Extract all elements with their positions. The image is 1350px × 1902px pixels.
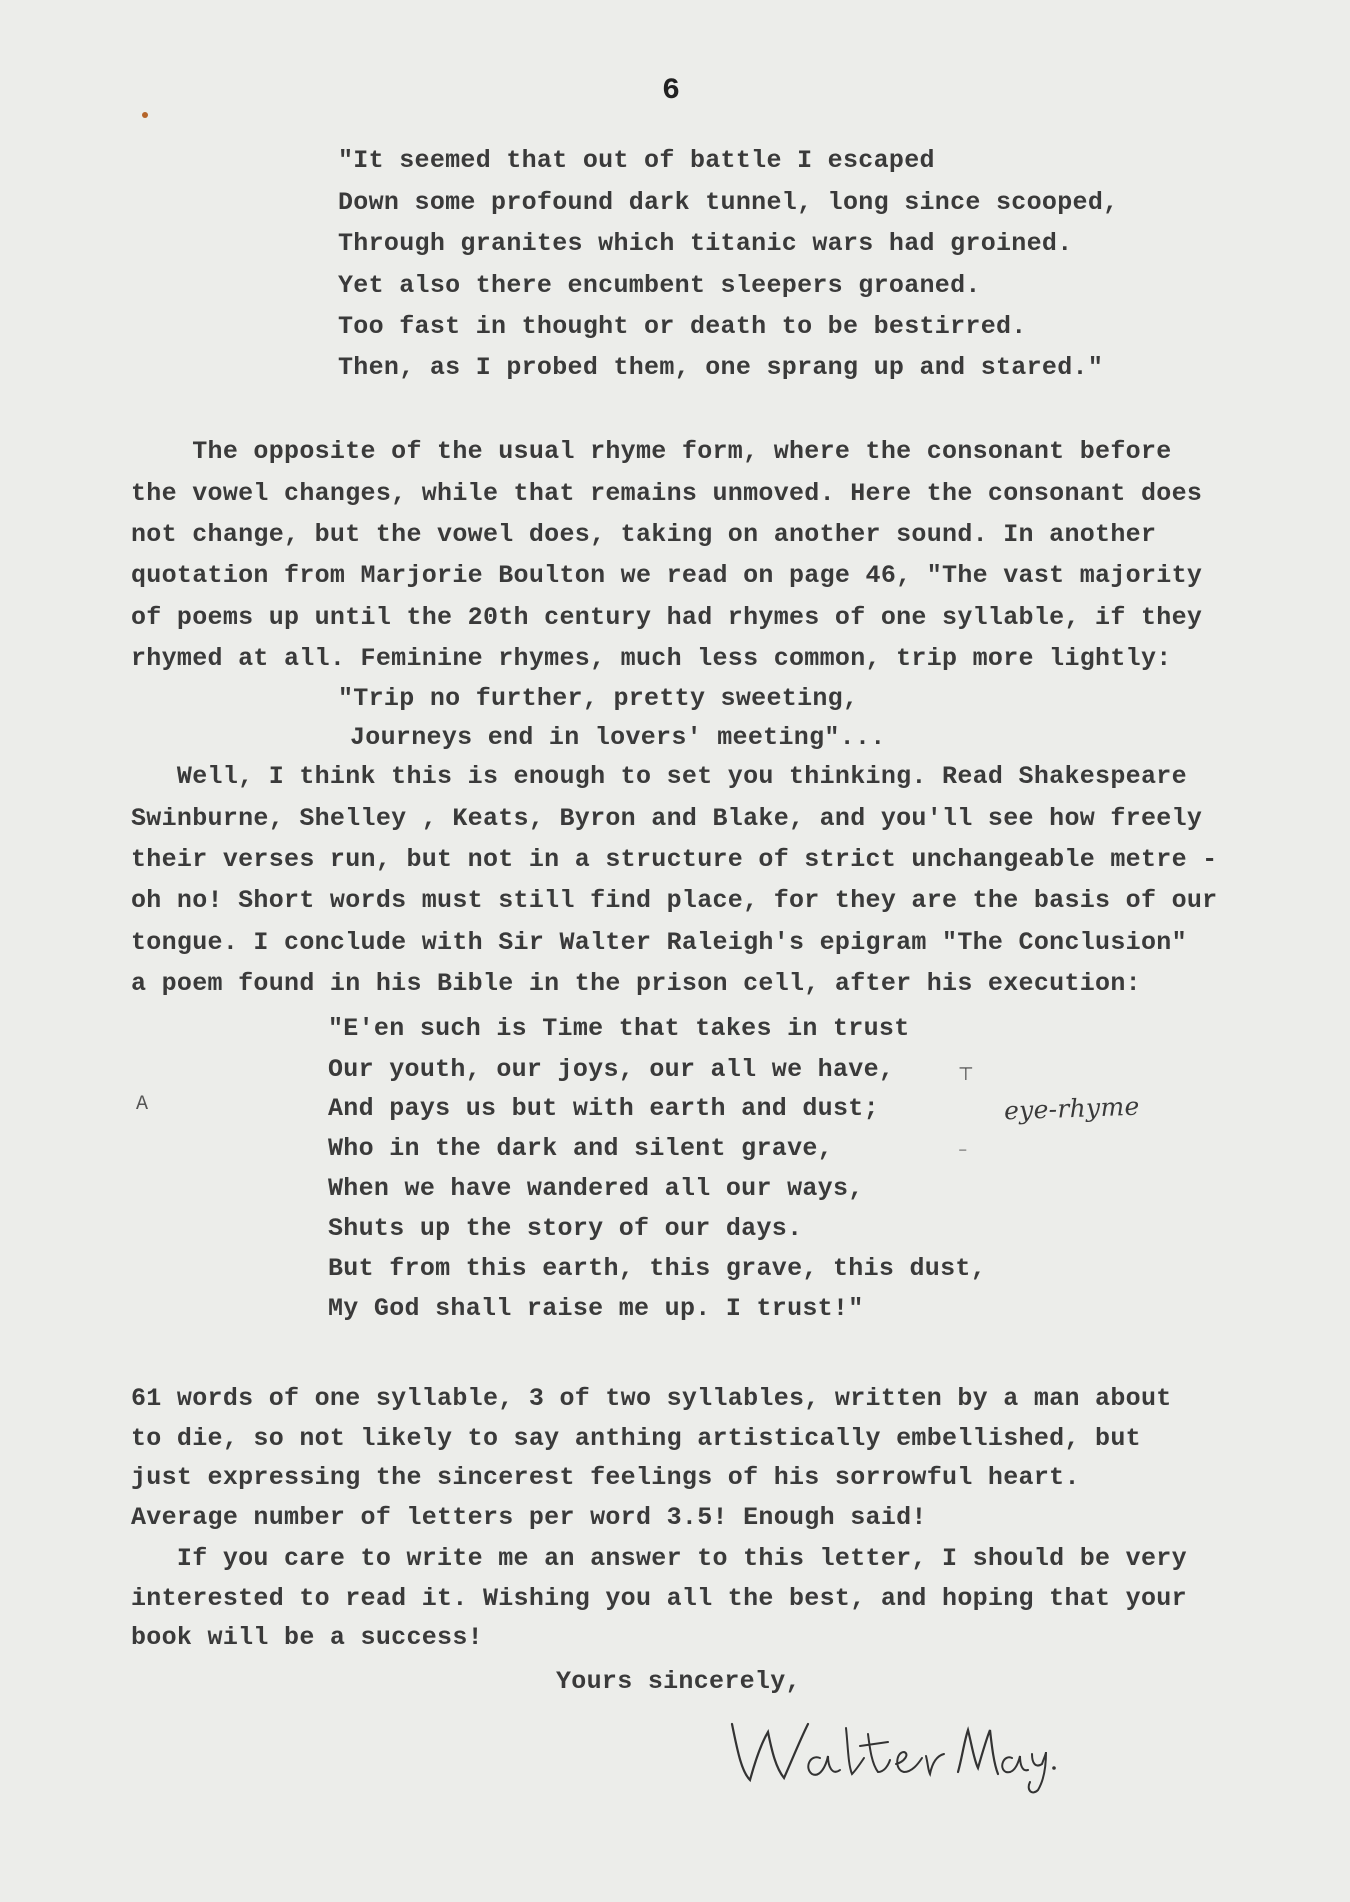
poem-line: Yet also there encumbent sleepers groaned. xyxy=(338,271,981,300)
paper-speck xyxy=(142,112,148,118)
poem-line: Too fast in thought or death to be bestirred. xyxy=(338,312,1027,341)
paragraph-line: If you care to write me an answer to this letter, I should be very xyxy=(131,1544,1187,1573)
poem-line: Shuts up the story of our days. xyxy=(328,1214,803,1243)
paragraph-line: the vowel changes, while that remains unmoved. Here the consonant does xyxy=(131,479,1203,508)
paragraph-line: a poem found in his Bible in the prison cell, after his execution: xyxy=(131,969,1141,998)
paragraph-line: Swinburne, Shelley , Keats, Byron and Blake, and you'll see how freely xyxy=(131,804,1203,833)
poem-line: "E'en such is Time that takes in trust xyxy=(328,1014,910,1043)
poem-line: And pays us but with earth and dust; xyxy=(328,1094,879,1123)
poem-line: When we have wandered all our ways, xyxy=(328,1174,864,1203)
margin-mark: A xyxy=(136,1093,149,1116)
paragraph-line: The opposite of the usual rhyme form, where the consonant before xyxy=(131,437,1172,466)
paragraph-line: not change, but the vowel does, taking on another sound. In another xyxy=(131,520,1157,549)
paragraph-line: tongue. I conclude with Sir Walter Raleigh's epigram "The Conclusion" xyxy=(131,928,1187,957)
paragraph-line: Well, I think this is enough to set you thinking. Read Shakespeare xyxy=(131,762,1187,791)
poem-line: My God shall raise me up. I trust!" xyxy=(328,1294,864,1323)
paragraph-line: quotation from Marjorie Boulton we read on page 46, "The vast majority xyxy=(131,561,1203,590)
poem-line: But from this earth, this grave, this dust, xyxy=(328,1254,987,1283)
paragraph-line: to die, so not likely to say anthing artistically embellished, but xyxy=(131,1424,1141,1453)
poem-line: Then, as I probed them, one sprang up and stared." xyxy=(338,353,1104,382)
poem-line: Our youth, our joys, our all we have, xyxy=(328,1055,895,1084)
paragraph-line: rhymed at all. Feminine rhymes, much less common, trip more lightly: xyxy=(131,644,1172,673)
page-number: 6 xyxy=(662,74,681,108)
signature xyxy=(728,1706,1058,1796)
paragraph-line: 61 words of one syllable, 3 of two syllables, written by a man about xyxy=(131,1384,1172,1413)
poem-line: Down some profound dark tunnel, long since scooped, xyxy=(338,188,1119,217)
poem-line: Who in the dark and silent grave, xyxy=(328,1134,833,1163)
paragraph-line: oh no! Short words must still find place, for they are the basis of our xyxy=(131,886,1218,915)
paragraph-line: just expressing the sincerest feelings of his sorrowful heart. xyxy=(131,1463,1080,1492)
paragraph-line: Average number of letters per word 3.5! Enough said! xyxy=(131,1503,927,1532)
handwritten-note: eye-rhyme xyxy=(1003,1091,1141,1126)
quote-line: "Trip no further, pretty sweeting, xyxy=(338,684,859,713)
paragraph-line: of poems up until the 20th century had rhymes of one syllable, if they xyxy=(131,603,1203,632)
closing: Yours sincerely, xyxy=(556,1667,801,1696)
paragraph-line: interested to read it. Wishing you all the best, and hoping that your xyxy=(131,1584,1187,1613)
paragraph-line: their verses run, but not in a structure of strict unchangeable metre - xyxy=(131,845,1218,874)
paragraph-line: book will be a success! xyxy=(131,1623,483,1652)
dash-mark-icon: ⁻ xyxy=(958,1143,968,1164)
quote-line: Journeys end in lovers' meeting"... xyxy=(350,723,886,752)
poem-line: Through granites which titanic wars had groined. xyxy=(338,229,1073,258)
signature-icon xyxy=(728,1706,1058,1796)
poem-line: "It seemed that out of battle I escaped xyxy=(338,146,935,175)
tick-mark-icon: ⊤ xyxy=(958,1064,974,1085)
